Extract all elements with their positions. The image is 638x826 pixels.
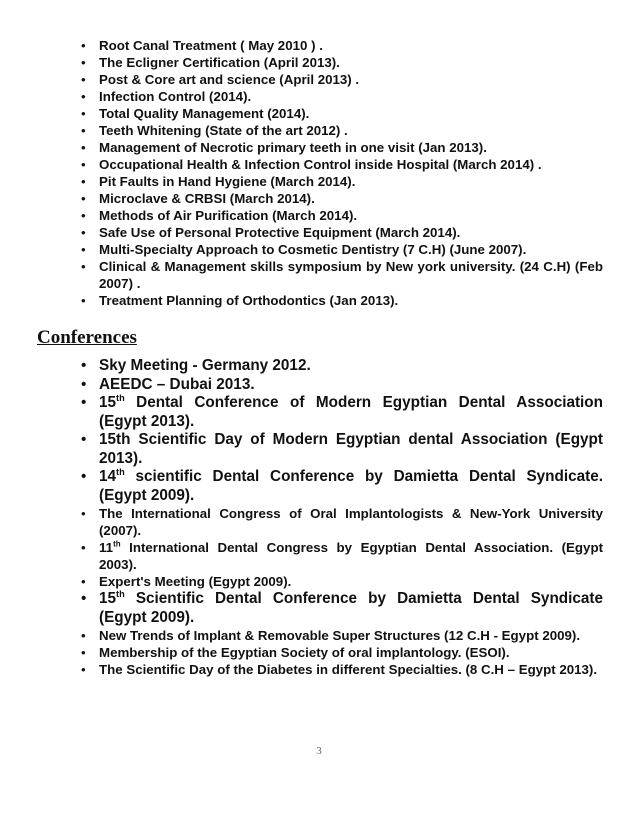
bullet: • xyxy=(81,431,87,448)
bullet: • xyxy=(81,174,86,189)
bullet: • xyxy=(81,55,86,70)
list-item: • Treatment Planning of Orthodontics (Jan 2013). xyxy=(81,293,399,308)
list-item: • Methods of Air Purification (March 2014). xyxy=(81,208,358,223)
list-item: • The Scientific Day of the Diabetes in different Specialties. (8 C.H – Egypt 2013). xyxy=(81,662,598,677)
list-item: • 11th International Dental Congress by Egyptian Dental Association. (Egypt 2003). xyxy=(81,539,603,572)
bullet: • xyxy=(81,574,86,589)
bullet: • xyxy=(81,506,86,521)
list-item: • Occupational Health & Infection Control inside Hospital (March 2014) . xyxy=(81,157,542,172)
conferences-list xyxy=(81,357,603,678)
list-item: • Management of Necrotic primary teeth in one visit (Jan 2013). xyxy=(81,140,487,155)
bullet: • xyxy=(81,157,86,172)
list-item: • Microclave & CRBSI (March 2014). xyxy=(81,191,315,206)
bullet: • xyxy=(81,394,87,411)
list-item: • Safe Use of Personal Protective Equipment (March 2014). xyxy=(81,225,461,240)
bullet: • xyxy=(81,123,86,138)
conferences-heading: Conferences xyxy=(37,327,137,348)
list-item: • 15th Scientific Day of Modern Egyptian dental Association (Egypt 2013). xyxy=(81,431,603,467)
bullet: • xyxy=(81,540,86,555)
list-item: • The International Congress of Oral Implantologists & New-York University (2007). xyxy=(81,506,603,538)
bullet: • xyxy=(81,106,86,121)
list-item: • Infection Control (2014). xyxy=(81,89,252,104)
certifications-list xyxy=(81,37,603,309)
list-item: • Membership of the Egyptian Society of oral implantology. (ESOI). xyxy=(81,645,510,660)
bullet: • xyxy=(81,208,86,223)
bullet: • xyxy=(81,72,86,87)
list-item: • The Ecligner Certification (April 2013). xyxy=(81,55,340,70)
bullet: • xyxy=(81,662,86,677)
list-item: • 15th Dental Conference of Modern Egyptian Dental Association (Egypt 2013). xyxy=(81,392,603,430)
bullet: • xyxy=(81,645,86,660)
list-item: • Pit Faults in Hand Hygiene (March 2014). xyxy=(81,174,356,189)
bullet: • xyxy=(81,357,87,374)
bullet: • xyxy=(81,468,87,485)
list-item: • Clinical & Management skills symposium by New york university. (24 C.H) (Feb 2007) . xyxy=(81,259,603,291)
list-item: • AEEDC – Dubai 2013. xyxy=(81,375,255,393)
bullet: • xyxy=(81,140,86,155)
list-item: • Post & Core art and science (April 2013) . xyxy=(81,72,360,87)
bullet: • xyxy=(81,242,86,257)
bullet: • xyxy=(81,590,87,607)
bullet: • xyxy=(81,375,87,393)
list-item: • Expert's Meeting (Egypt 2009). xyxy=(81,574,292,589)
list-item: • Total Quality Management (2014). xyxy=(81,106,310,121)
bullet: • xyxy=(81,89,86,104)
list-item: • 14th scientific Dental Conference by Damietta Dental Syndicate. (Egypt 2009). xyxy=(81,466,603,504)
list-item: • Sky Meeting - Germany 2012. xyxy=(81,357,311,374)
bullet: • xyxy=(81,225,86,240)
bullet: • xyxy=(81,628,86,643)
list-item: • Root Canal Treatment ( May 2010 ) . xyxy=(81,38,323,53)
bullet: • xyxy=(81,259,86,274)
list-item: • New Trends of Implant & Removable Super Structures (12 C.H - Egypt 2009). xyxy=(81,628,581,643)
list-item: • 15th Scientific Dental Conference by Damietta Dental Syndicate (Egypt 2009). xyxy=(81,588,603,626)
bullet: • xyxy=(81,293,86,308)
list-item: • Multi-Specialty Approach to Cosmetic Dentistry (7 C.H) (June 2007). xyxy=(81,242,527,257)
bullet: • xyxy=(81,191,86,206)
bullet: • xyxy=(81,38,86,53)
page-number: 3 xyxy=(316,745,322,757)
list-item: • Teeth Whitening (State of the art 2012) . xyxy=(81,123,348,138)
